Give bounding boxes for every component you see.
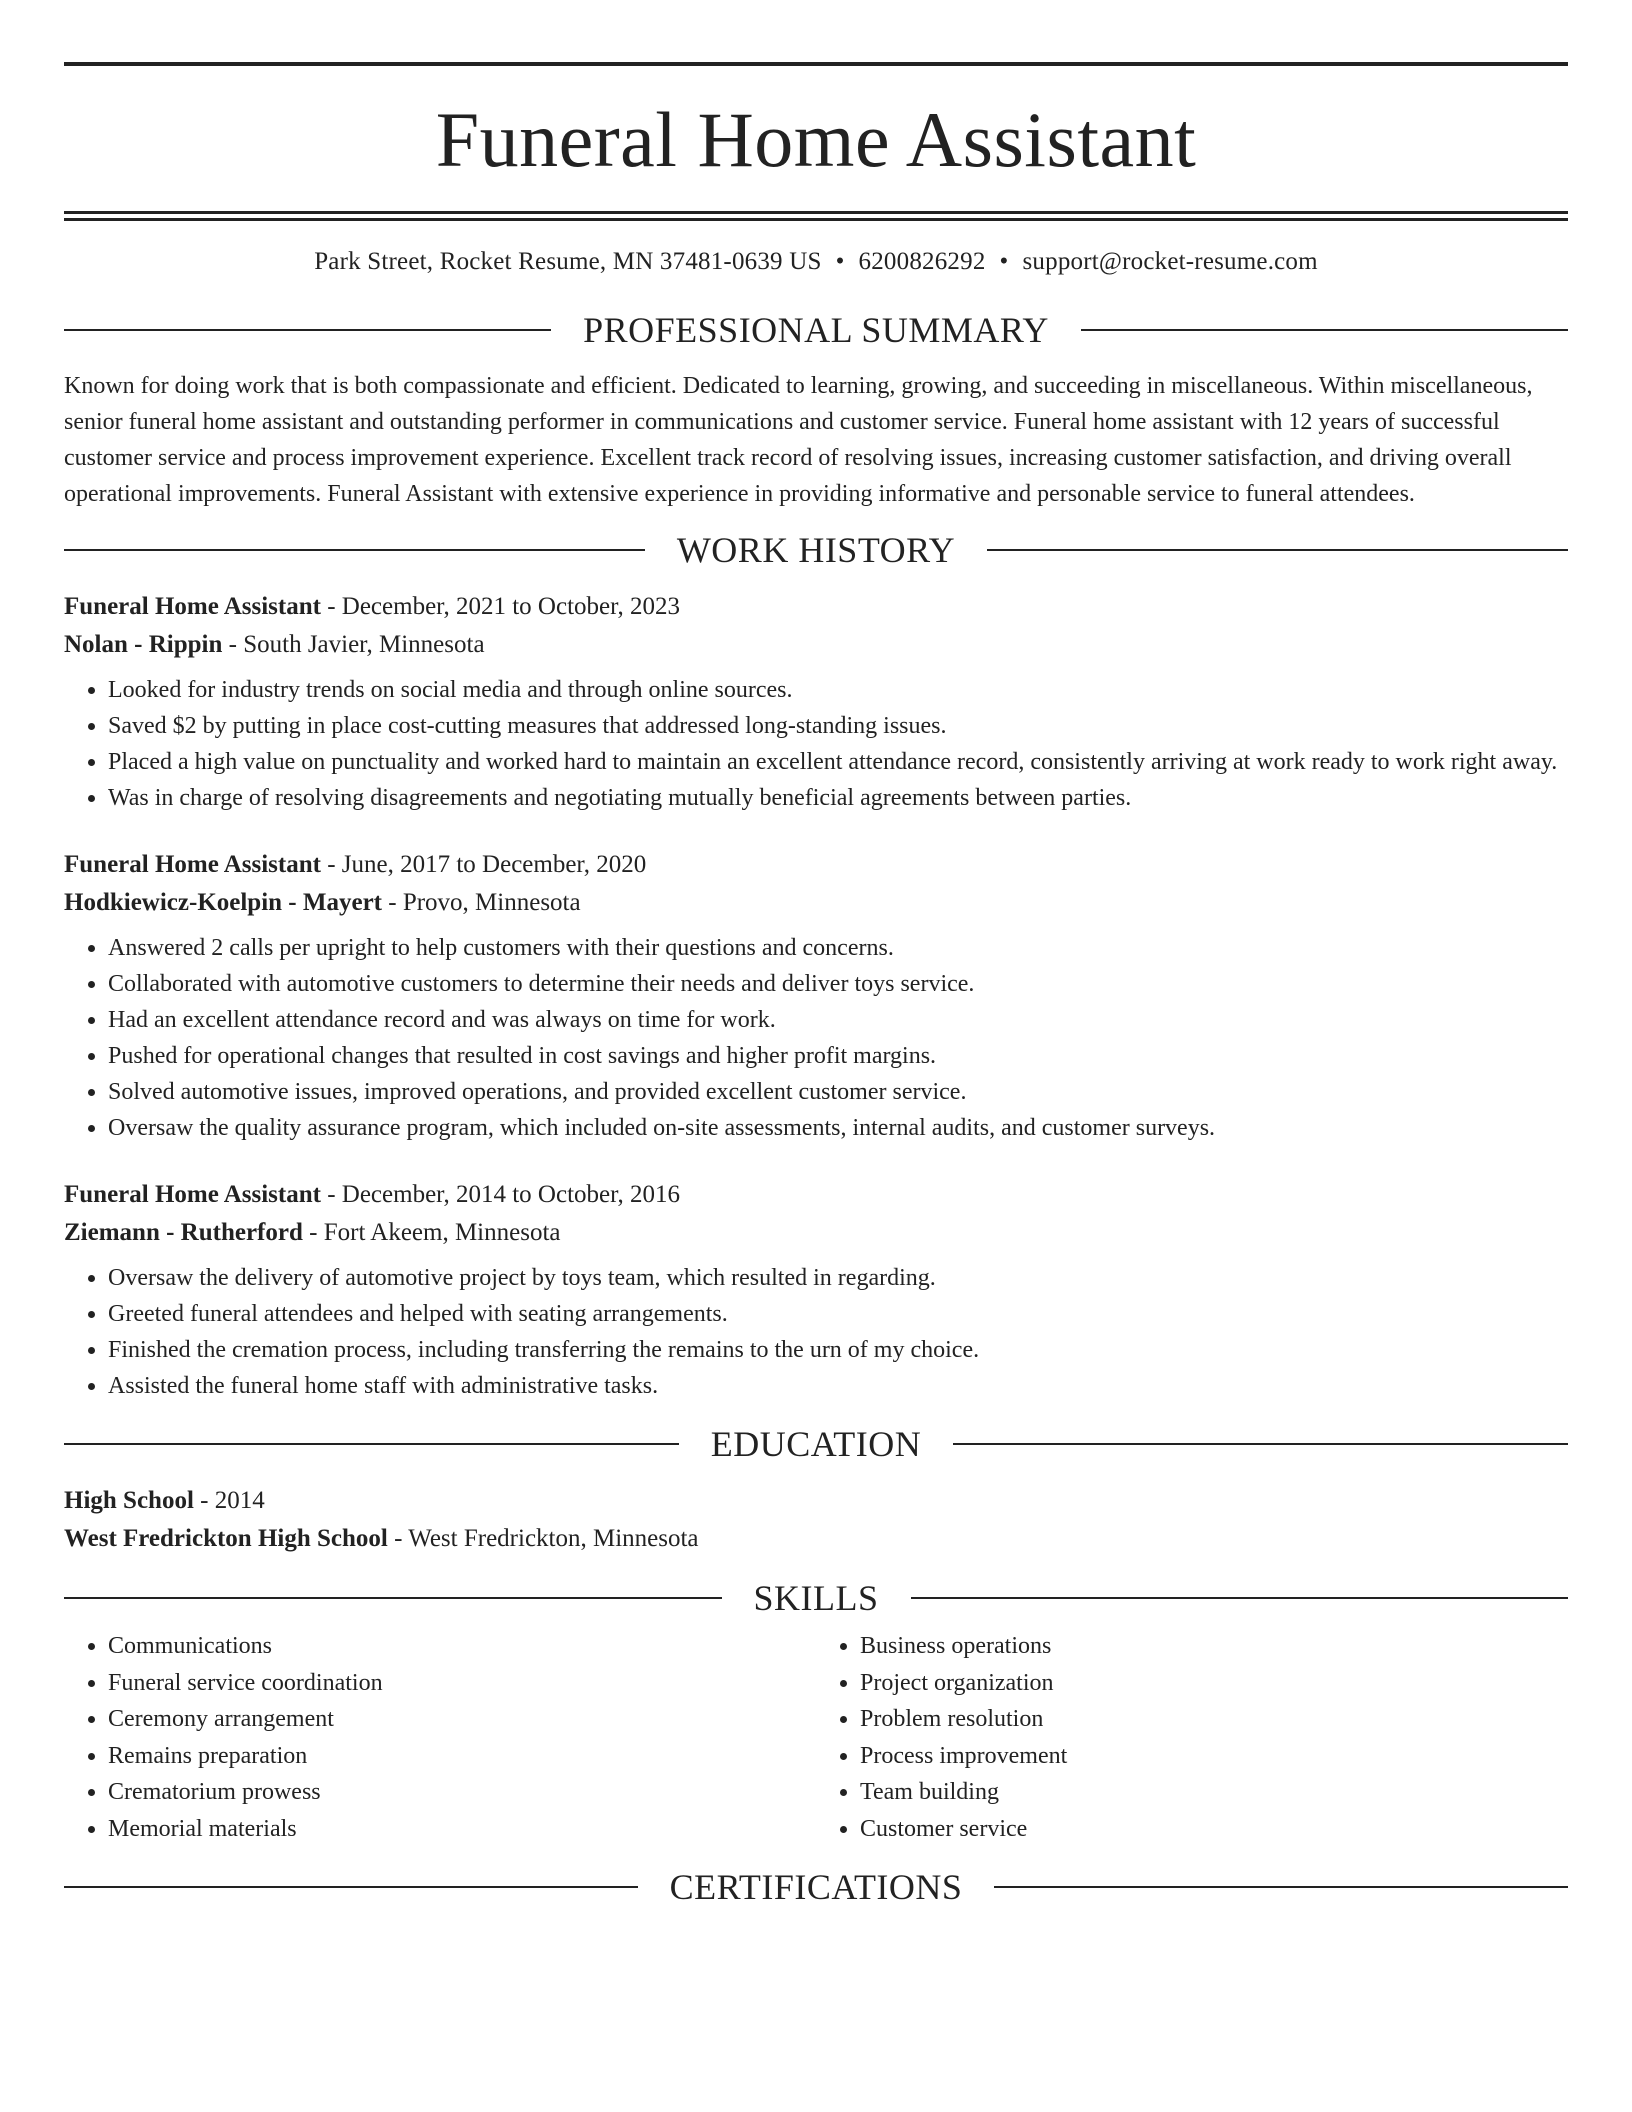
- job-company-line: [64, 626, 1568, 664]
- heading-rule: [911, 1597, 1569, 1599]
- summary-text: Known for doing work that is both compassionate and efficient. Dedicated to learning, growing, and succeeding in miscellaneous. Within miscellaneous, senior funeral home assistant and outstanding performer in communications and customer service. Funeral home assistant with 12 years of successful customer service and process improvement experience. Excellent track record of resolving issues, increasing customer satisfaction, and driving overall operational improvements. Funeral Assistant with extensive experience in providing informative and personable service to funeral attendees.: [64, 373, 1533, 507]
- job-bullets: [64, 1260, 1568, 1404]
- heading-rule: [953, 1443, 1568, 1445]
- heading-rule: [64, 1443, 679, 1445]
- job-bullet: • Had an excellent attendance record and was always on time for work.: [108, 1002, 1568, 1038]
- section-title: PROFESSIONAL SUMMARY: [583, 310, 1049, 350]
- job-bullet: • Looked for industry trends on social media and through online sources.: [108, 672, 1568, 708]
- job-bullet: • Finished the cremation process, including transferring the remains to the urn of my choice.: [108, 1332, 1568, 1368]
- contact-address: Park Street, Rocket Resume, MN 37481-0639 US: [314, 248, 822, 275]
- job-company: Ziemann - Rutherford: [64, 1219, 303, 1246]
- section-title: SKILLS: [753, 1578, 879, 1618]
- heading-rule: [64, 549, 645, 551]
- section-title: EDUCATION: [710, 1424, 922, 1464]
- contact-phone: 6200826292: [858, 248, 986, 275]
- skill-item: • Memorial materials: [108, 1811, 816, 1848]
- job-entry: [64, 846, 1568, 1146]
- section-heading-work: [64, 532, 1568, 568]
- job-title: Funeral Home Assistant: [64, 1181, 321, 1208]
- section-heading-summary: [64, 312, 1568, 348]
- education-degree: High School: [64, 1487, 194, 1514]
- section-heading-certifications: [64, 1869, 1568, 1905]
- education-school-line: [64, 1520, 1568, 1558]
- job-location: - South Javier, Minnesota: [222, 631, 485, 658]
- skill-item: • Remains preparation: [108, 1738, 816, 1775]
- skill-item: • Project organization: [860, 1665, 1568, 1702]
- resume-name: Funeral Home Assistant: [435, 96, 1197, 183]
- job-dates: - December, 2014 to October, 2016: [320, 1181, 680, 1208]
- education-entry: [64, 1482, 1568, 1558]
- resume-page: [64, 62, 1568, 1905]
- section-heading-education: [64, 1426, 1568, 1462]
- heading-rule: [64, 1597, 722, 1599]
- education-year: - 2014: [193, 1487, 265, 1514]
- job-company: Hodkiewicz-Koelpin - Mayert: [64, 889, 382, 916]
- skill-item: • Crematorium prowess: [108, 1774, 816, 1811]
- job-bullet: • Placed a high value on punctuality and worked hard to maintain an excellent attendance record, consistently arriving at work ready to work right away.: [108, 744, 1568, 780]
- contact-separator: •: [999, 248, 1009, 275]
- job-title-line: [64, 1176, 1568, 1214]
- section-heading-skills: [64, 1580, 1568, 1616]
- job-title: Funeral Home Assistant: [64, 851, 321, 878]
- job-bullet: • Greeted funeral attendees and helped with seating arrangements.: [108, 1296, 1568, 1332]
- heading-rule: [987, 549, 1568, 551]
- job-dates: - December, 2021 to October, 2023: [320, 593, 680, 620]
- section-title: WORK HISTORY: [676, 530, 956, 570]
- heading-rule: [1081, 329, 1568, 331]
- contact-line: [64, 248, 1568, 276]
- education-degree-line: [64, 1482, 1568, 1520]
- skill-item: • Ceremony arrangement: [108, 1701, 816, 1738]
- job-bullet: • Saved $2 by putting in place cost-cutting measures that addressed long-standing issues.: [108, 708, 1568, 744]
- skill-item: • Funeral service coordination: [108, 1665, 816, 1702]
- job-title: Funeral Home Assistant: [64, 593, 321, 620]
- job-company-line: [64, 1214, 1568, 1252]
- contact-separator: •: [835, 248, 845, 275]
- job-entry: [64, 588, 1568, 816]
- job-bullets: [64, 672, 1568, 816]
- skills-column-right: [816, 1628, 1568, 1847]
- double-rule: [64, 211, 1568, 221]
- job-bullet: • Collaborated with automotive customers to determine their needs and deliver toys service.: [108, 966, 1568, 1002]
- job-bullet: • Oversaw the quality assurance program, which included on-site assessments, internal audits, and customer surveys.: [108, 1110, 1568, 1146]
- job-bullet: • Assisted the funeral home staff with administrative tasks.: [108, 1368, 1568, 1404]
- skill-item: • Team building: [860, 1774, 1568, 1811]
- job-bullet: • Pushed for operational changes that resulted in cost savings and higher profit margins.: [108, 1038, 1568, 1074]
- job-company-line: [64, 884, 1568, 922]
- job-bullet: • Oversaw the delivery of automotive project by toys team, which resulted in regarding.: [108, 1260, 1568, 1296]
- job-title-line: [64, 588, 1568, 626]
- section-title: CERTIFICATIONS: [669, 1867, 963, 1907]
- heading-rule: [64, 1886, 638, 1888]
- job-bullet: • Was in charge of resolving disagreements and negotiating mutually beneficial agreements between parties.: [108, 780, 1568, 816]
- skill-item: • Process improvement: [860, 1738, 1568, 1775]
- job-location: - Provo, Minnesota: [382, 889, 581, 916]
- job-bullets: [64, 930, 1568, 1146]
- job-bullet: • Solved automotive issues, improved operations, and provided excellent customer service.: [108, 1074, 1568, 1110]
- job-title-line: [64, 846, 1568, 884]
- job-location: - Fort Akeem, Minnesota: [302, 1219, 561, 1246]
- skill-item: • Problem resolution: [860, 1701, 1568, 1738]
- skills-grid: [64, 1628, 1568, 1847]
- skill-item: • Communications: [108, 1628, 816, 1665]
- job-dates: - June, 2017 to December, 2020: [320, 851, 647, 878]
- skill-item: • Business operations: [860, 1628, 1568, 1665]
- top-rule: [64, 62, 1568, 66]
- job-entry: [64, 1176, 1568, 1404]
- contact-email: support@rocket-resume.com: [1022, 248, 1318, 275]
- skills-column-left: [64, 1628, 816, 1847]
- heading-rule: [64, 329, 551, 331]
- education-location: - West Fredrickton, Minnesota: [387, 1525, 699, 1552]
- heading-rule: [994, 1886, 1568, 1888]
- education-school: West Fredrickton High School: [64, 1525, 388, 1552]
- skill-item: • Customer service: [860, 1811, 1568, 1848]
- job-company: Nolan - Rippin: [64, 631, 223, 658]
- job-bullet: • Answered 2 calls per upright to help customers with their questions and concerns.: [108, 930, 1568, 966]
